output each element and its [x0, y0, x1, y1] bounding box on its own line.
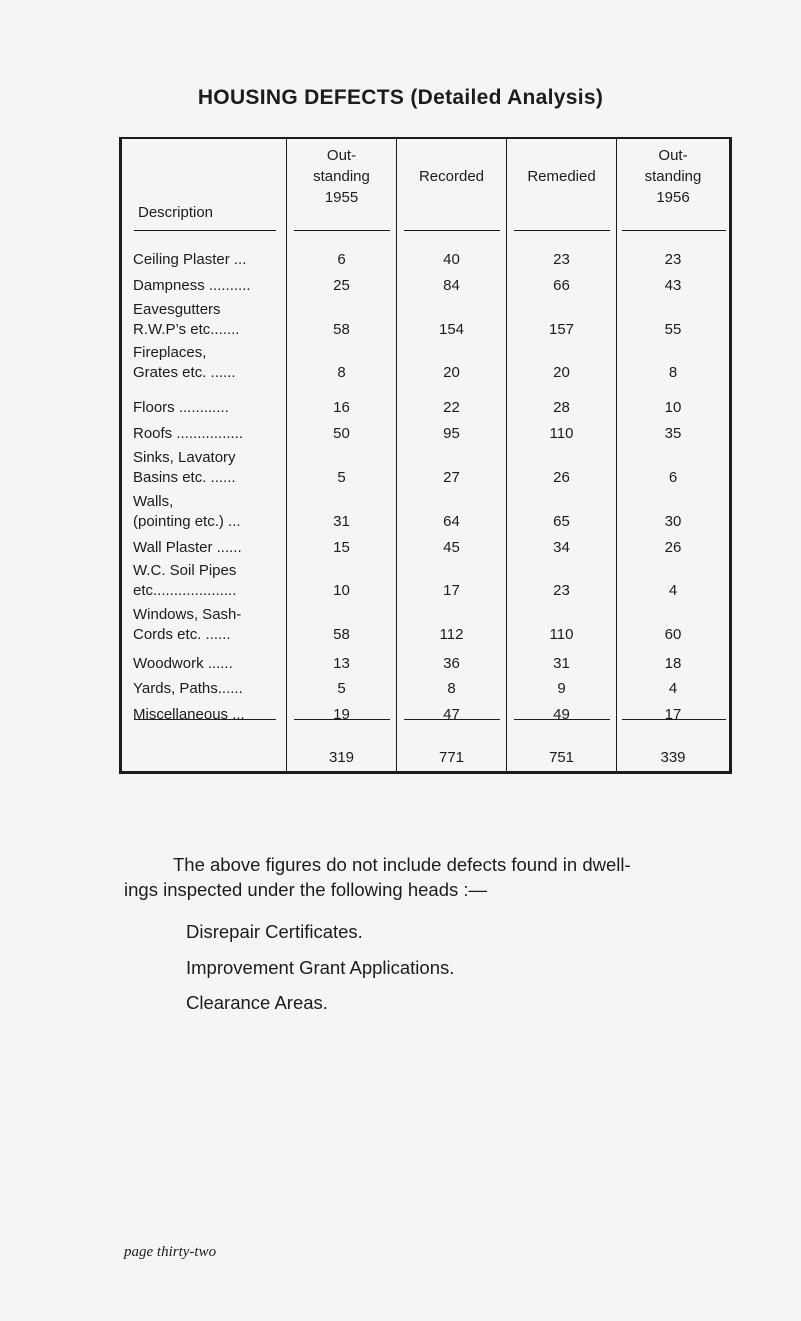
cell-outstanding-1956: 6: [668, 469, 678, 486]
description-line: R.W.P’s etc.......: [133, 321, 240, 338]
cell-recorded: 47: [443, 706, 460, 723]
cell-recorded: 17: [443, 582, 460, 599]
row-description: [133, 277, 283, 295]
header-line: 1956: [656, 189, 690, 206]
row-description: [133, 251, 283, 269]
header-rule: [404, 230, 500, 231]
cell-remedied: 23: [553, 582, 570, 599]
total-outstanding-1955: 319: [328, 749, 355, 766]
page-title: HOUSING DEFECTS (Detailed Analysis): [197, 86, 604, 109]
cell-remedied: 110: [549, 626, 574, 643]
total-recorded: 771: [438, 749, 465, 766]
row-description: [133, 606, 283, 644]
description-line: Ceiling Plaster ...: [133, 251, 247, 268]
cell-remedied: 49: [553, 706, 570, 723]
cell-remedied: 34: [553, 539, 570, 556]
cell-recorded: 36: [443, 655, 460, 672]
list-item: Clearance Areas.: [186, 992, 328, 1013]
description-line: Roofs ................: [133, 425, 244, 442]
cell-remedied: 26: [553, 469, 570, 486]
row-description: [133, 344, 283, 382]
row-description: [133, 425, 283, 443]
header-rule: [514, 230, 610, 231]
page-footer: page thirty-two: [124, 1244, 217, 1260]
cell-outstanding-1955: 10: [333, 582, 350, 599]
row-description: [133, 706, 283, 724]
cell-remedied: 65: [553, 513, 570, 530]
cell-outstanding-1956: 30: [664, 513, 682, 530]
header-recorded: Recorded: [418, 168, 485, 185]
cell-outstanding-1956: 8: [668, 364, 678, 381]
description-line: W.C. Soil Pipes: [133, 562, 237, 579]
note-line: ings inspected under the following heads :—: [124, 879, 488, 900]
total-remedied: 751: [548, 749, 575, 766]
column-divider: [396, 139, 397, 771]
row-description: [133, 301, 283, 339]
row-description: [133, 539, 283, 557]
header-outstanding-1956: [617, 145, 729, 208]
header-rule: [134, 230, 276, 231]
cell-recorded: 45: [443, 539, 460, 556]
row-description: [133, 655, 283, 673]
cell-recorded: 8: [447, 680, 456, 697]
cell-outstanding-1956: 4: [668, 582, 678, 599]
description-line: Fireplaces,: [133, 344, 207, 361]
defects-table: [119, 137, 732, 774]
description-line: etc....................: [133, 582, 237, 599]
note-paragraph: [124, 852, 724, 902]
description-line: Sinks, Lavatory: [133, 449, 236, 466]
description-line: Miscellaneous ...: [133, 706, 245, 723]
cell-recorded: 95: [443, 425, 460, 442]
cell-outstanding-1956: 60: [664, 626, 682, 643]
description-line: Grates etc. ......: [133, 364, 236, 381]
list-item: Disrepair Certificates.: [186, 921, 363, 942]
cell-remedied: 31: [553, 655, 570, 672]
header-rule: [622, 230, 726, 231]
cell-remedied: 110: [549, 425, 574, 442]
description-line: Dampness ..........: [133, 277, 251, 294]
description-line: Windows, Sash-: [133, 606, 242, 623]
header-line: Out-: [326, 147, 357, 164]
cell-outstanding-1955: 6: [337, 251, 346, 268]
cell-outstanding-1955: 13: [333, 655, 350, 672]
cell-outstanding-1955: 58: [333, 626, 350, 643]
column-divider: [506, 139, 507, 771]
header-line: 1955: [324, 189, 359, 206]
cell-outstanding-1955: 19: [333, 706, 350, 723]
cell-remedied: 23: [553, 251, 570, 268]
description-line: Floors ............: [133, 399, 229, 416]
cell-outstanding-1956: 43: [664, 277, 682, 294]
cell-outstanding-1955: 58: [333, 321, 350, 338]
cell-recorded: 154: [438, 321, 465, 338]
cell-outstanding-1955: 25: [333, 277, 350, 294]
description-line: Eavesgutters: [133, 301, 221, 318]
row-description: [133, 449, 283, 487]
note-line: The above figures do not include defects found in dwell-: [173, 854, 631, 875]
header-description: Description: [138, 204, 214, 221]
cell-recorded: 27: [443, 469, 460, 486]
row-description: [133, 493, 283, 531]
cell-outstanding-1956: 23: [664, 251, 682, 268]
header-outstanding-1955: [287, 145, 396, 208]
cell-outstanding-1956: 17: [664, 706, 682, 723]
cell-outstanding-1955: 31: [333, 513, 350, 530]
cell-recorded: 40: [443, 251, 460, 268]
header-line: standing: [644, 168, 702, 185]
row-description: [133, 399, 283, 417]
description-line: Basins etc. ......: [133, 469, 236, 486]
cell-recorded: 84: [443, 277, 460, 294]
cell-outstanding-1956: 26: [664, 539, 682, 556]
cell-outstanding-1956: 4: [668, 680, 678, 697]
cell-remedied: 9: [557, 680, 566, 697]
cell-remedied: 66: [553, 277, 570, 294]
column-divider: [286, 139, 287, 771]
description-line: Yards, Paths......: [133, 680, 243, 697]
cell-outstanding-1956: 10: [664, 399, 682, 416]
description-line: Walls,: [133, 493, 174, 510]
description-line: Woodwork ......: [133, 655, 233, 672]
cell-outstanding-1956: 18: [664, 655, 682, 672]
column-divider: [616, 139, 617, 771]
cell-outstanding-1955: 8: [337, 364, 346, 381]
cell-outstanding-1955: 5: [337, 680, 346, 697]
cell-outstanding-1956: 35: [664, 425, 682, 442]
cell-outstanding-1955: 50: [333, 425, 350, 442]
list-item: Improvement Grant Applications.: [186, 957, 455, 978]
header-line: Out-: [658, 147, 688, 164]
cell-recorded: 64: [443, 513, 460, 530]
total-outstanding-1956: 339: [660, 749, 686, 766]
row-description: [133, 680, 283, 698]
cell-outstanding-1955: 15: [333, 539, 350, 556]
cell-remedied: 157: [548, 321, 575, 338]
description-line: Wall Plaster ......: [133, 539, 242, 556]
cell-remedied: 20: [553, 364, 570, 381]
header-line: standing: [313, 168, 370, 185]
header-remedied: Remedied: [527, 168, 596, 185]
cell-remedied: 28: [553, 399, 570, 416]
cell-recorded: 112: [439, 626, 464, 643]
description-line: (pointing etc.) ...: [133, 513, 241, 530]
cell-recorded: 20: [443, 364, 460, 381]
description-line: Cords etc. ......: [133, 626, 231, 643]
cell-recorded: 22: [443, 399, 460, 416]
cell-outstanding-1956: 55: [664, 321, 682, 338]
cell-outstanding-1955: 16: [333, 399, 350, 416]
row-description: [133, 562, 283, 600]
cell-outstanding-1955: 5: [337, 469, 346, 486]
header-rule: [294, 230, 390, 231]
